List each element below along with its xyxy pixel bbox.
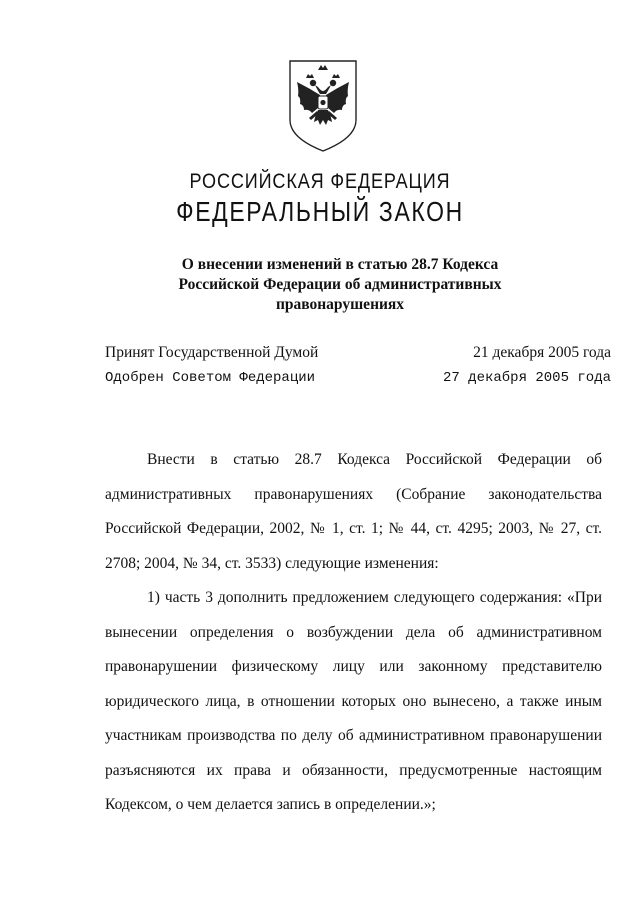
law-type-heading: ФЕДЕРАЛЬНЫЙ ЗАКОН [176, 196, 464, 227]
country-heading: РОССИЙСКАЯ ФЕДЕРАЦИЯ [189, 170, 451, 193]
amendment-item-1: 1) часть 3 дополнить предложением следующего содержания: «При вынесении определения о возбуждении дела об административном правонарушении физическому лицу или законному представителю юридического лица, в отношении которых оно вынесено, а также иным участникам производства по делу об административном правонарушении разъясняются их права и обязанности, предусмотренные настоящим Кодексом, о чем делается запись в определении.»; [105, 589, 602, 813]
adoption-body: Одобрен Советом Федерации [105, 370, 316, 386]
law-body [105, 443, 602, 823]
law-title: О внесении изменений в статью 28.7 Кодекса Российской Федерации об административных правонарушениях [178, 256, 502, 313]
adoption-row-council [105, 370, 611, 392]
adoption-date: 21 декабря 2005 года [473, 344, 611, 361]
intro-paragraph: Внести в статью 28.7 Кодекса Российской Федерации об административных правонарушениях (Собрание законодательства Российской Федерации, 2002, № 1, ст. 1; № 44, ст. 4295; 2003, № 27, ст. 2708; 2004, № 34, ст. 3533) следующие изменения: [105, 451, 602, 572]
adoption-body: Принят Государственной Думой [105, 344, 319, 361]
adoption-date: 27 декабря 2005 года [442, 370, 611, 386]
coat-of-arms-icon [287, 58, 359, 154]
adoption-row-duma [105, 344, 611, 366]
